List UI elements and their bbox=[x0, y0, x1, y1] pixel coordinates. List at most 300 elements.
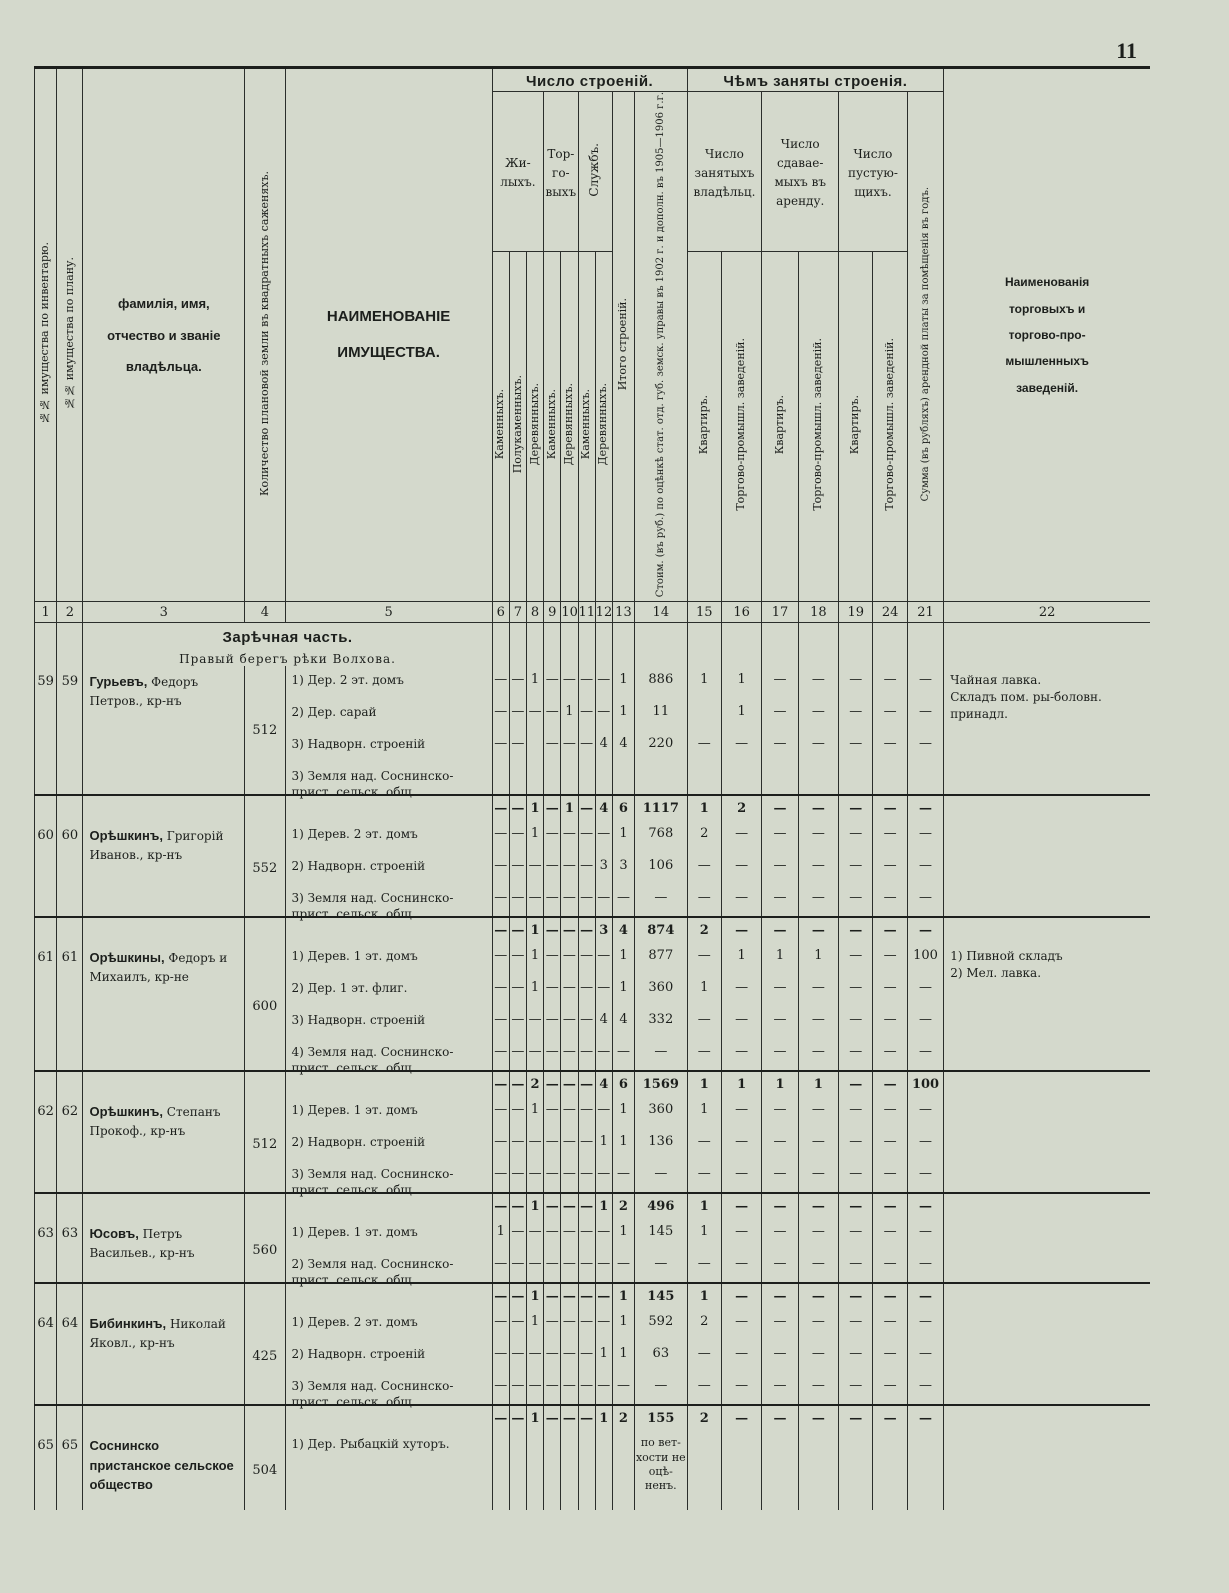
data-cell: — bbox=[562, 890, 576, 906]
column-number: 7 bbox=[509, 602, 526, 623]
column-number: 22 bbox=[944, 602, 1150, 623]
inventory-number: 59 bbox=[35, 666, 57, 795]
data-cell: — bbox=[511, 1346, 525, 1362]
total-blank bbox=[83, 1283, 245, 1308]
establishment-names bbox=[944, 1430, 1150, 1510]
data-cell: — bbox=[545, 1166, 559, 1182]
owner-surname: Гурьевъ, bbox=[89, 674, 148, 690]
part-title: Зарѣчная часть. bbox=[222, 629, 353, 647]
data-cell: — bbox=[849, 1224, 863, 1240]
data-column bbox=[578, 820, 595, 917]
data-cell: — bbox=[697, 1346, 711, 1362]
property-item: 3) Земля над. Соснинско-прист. сельск. общ. bbox=[291, 1167, 454, 1198]
data-column bbox=[492, 1218, 509, 1283]
property-items bbox=[285, 666, 492, 800]
data-cell: — bbox=[545, 890, 559, 906]
total-blank bbox=[83, 1193, 245, 1218]
establishment-names bbox=[944, 820, 1150, 917]
data-cell bbox=[596, 1430, 612, 1462]
data-cell bbox=[493, 762, 509, 794]
data-cell: — bbox=[580, 1314, 594, 1330]
total-blank bbox=[57, 917, 83, 942]
data-cell: — bbox=[511, 1012, 525, 1028]
total-blank bbox=[944, 1071, 1150, 1096]
owner-name bbox=[83, 942, 245, 1071]
data-cell: — bbox=[811, 672, 825, 688]
data-column bbox=[526, 820, 543, 917]
total-cell: — bbox=[544, 795, 561, 820]
data-cell: — bbox=[562, 1044, 576, 1060]
property-item: 1) Дер. 2 эт. домъ bbox=[291, 673, 404, 688]
header-living: Жи-лыхъ. bbox=[492, 92, 544, 252]
total-cell: — bbox=[544, 1405, 561, 1430]
total-cell: — bbox=[907, 1283, 943, 1308]
data-column bbox=[612, 1308, 634, 1405]
data-cell: — bbox=[919, 1346, 933, 1362]
data-column bbox=[595, 1308, 612, 1405]
data-cell: — bbox=[735, 1044, 749, 1060]
data-cell: — bbox=[580, 1134, 594, 1150]
total-cell: — bbox=[561, 917, 578, 942]
data-cell: — bbox=[511, 1102, 525, 1118]
data-cell: — bbox=[654, 1166, 668, 1182]
total-cell: — bbox=[578, 917, 595, 942]
data-cell: — bbox=[494, 858, 508, 874]
plan-number: 64 bbox=[57, 1308, 83, 1405]
total-cell: — bbox=[907, 917, 943, 942]
data-cell bbox=[722, 762, 761, 794]
data-cell: — bbox=[811, 704, 825, 720]
data-cell: 1 bbox=[700, 1224, 709, 1240]
data-column bbox=[492, 942, 509, 1071]
data-column bbox=[635, 942, 688, 1071]
total-cell: — bbox=[721, 917, 761, 942]
data-column bbox=[578, 666, 595, 795]
data-cell: — bbox=[528, 1012, 542, 1028]
data-column bbox=[526, 1308, 543, 1405]
data-cell: — bbox=[528, 858, 542, 874]
owner-name bbox=[83, 820, 245, 917]
total-cell: 6 bbox=[612, 795, 634, 820]
header-plan-no: №№ имущества по плану. bbox=[57, 69, 83, 602]
data-cell: — bbox=[919, 1378, 933, 1394]
total-cell: — bbox=[509, 1071, 526, 1096]
data-cell: — bbox=[811, 1166, 825, 1182]
data-cell: — bbox=[494, 1256, 508, 1272]
data-cell bbox=[510, 1430, 526, 1462]
header-property-name: НАИМЕНОВАНІЕ ИМУЩЕСТВА. bbox=[285, 69, 492, 602]
data-cell: — bbox=[562, 1256, 576, 1272]
data-cell: — bbox=[562, 672, 576, 688]
total-blank bbox=[245, 1405, 285, 1430]
plan-number: 63 bbox=[57, 1218, 83, 1283]
data-cell: — bbox=[883, 1102, 897, 1118]
data-column bbox=[798, 1308, 838, 1405]
data-column bbox=[907, 666, 943, 795]
data-cell: — bbox=[616, 1256, 630, 1272]
data-cell: — bbox=[545, 736, 559, 752]
data-cell: 1 bbox=[619, 672, 628, 688]
owner-details: Николай Яковл., кр-нъ bbox=[89, 1317, 226, 1350]
data-cell: — bbox=[883, 704, 897, 720]
data-cell bbox=[613, 762, 634, 794]
data-cell: — bbox=[919, 736, 933, 752]
data-cell: — bbox=[773, 1044, 787, 1060]
data-cell: — bbox=[494, 1102, 508, 1118]
data-column bbox=[721, 942, 761, 1071]
total-cell: 2 bbox=[526, 1071, 543, 1096]
data-cell: — bbox=[883, 1378, 897, 1394]
data-cell: — bbox=[545, 704, 559, 720]
data-cell bbox=[527, 762, 543, 794]
data-column bbox=[873, 942, 907, 1071]
data-column bbox=[839, 820, 873, 917]
data-column bbox=[544, 1218, 561, 1283]
data-cell: — bbox=[597, 704, 611, 720]
total-cell: — bbox=[721, 1283, 761, 1308]
data-cell: — bbox=[849, 672, 863, 688]
data-cell: — bbox=[849, 736, 863, 752]
total-cell: 100 bbox=[907, 1071, 943, 1096]
data-column bbox=[509, 666, 526, 795]
data-cell: — bbox=[511, 1256, 525, 1272]
data-cell: — bbox=[545, 948, 559, 964]
header-living-wood: Деревянныхъ. bbox=[526, 251, 543, 601]
data-cell bbox=[510, 762, 526, 794]
data-cell: — bbox=[545, 1224, 559, 1240]
data-cell: 1 bbox=[619, 1102, 628, 1118]
total-cell: — bbox=[492, 1405, 509, 1430]
data-cell: — bbox=[511, 826, 525, 842]
establishment-name: Складъ пом. ры-боловн. принадл. bbox=[950, 690, 1102, 721]
data-column bbox=[873, 1308, 907, 1405]
property-item: 2) Надворн. строеній bbox=[291, 1135, 426, 1150]
header-vacant: Число пустую-щихъ. bbox=[839, 92, 908, 252]
data-column bbox=[561, 1430, 578, 1510]
data-column bbox=[544, 666, 561, 795]
data-cell: — bbox=[528, 1134, 542, 1150]
data-cell: 1 bbox=[775, 948, 785, 964]
total-cell: — bbox=[578, 1405, 595, 1430]
total-cell: 496 bbox=[635, 1193, 688, 1218]
column-number: 12 bbox=[595, 602, 612, 623]
column-number: 17 bbox=[762, 602, 798, 623]
data-cell: — bbox=[735, 1314, 749, 1330]
data-cell: — bbox=[883, 1166, 897, 1182]
data-cell: — bbox=[511, 1134, 525, 1150]
data-column bbox=[907, 1218, 943, 1283]
total-cell: — bbox=[561, 1405, 578, 1430]
data-cell: — bbox=[580, 1044, 594, 1060]
data-column bbox=[721, 666, 761, 795]
total-cell: 1 bbox=[687, 795, 721, 820]
data-cell: — bbox=[616, 1166, 630, 1182]
data-cell: — bbox=[511, 1166, 525, 1182]
data-column bbox=[578, 1430, 595, 1510]
subpart-title: Правый берегъ рѣки Волхова. bbox=[179, 652, 396, 667]
total-cell: 1 bbox=[561, 795, 578, 820]
data-cell bbox=[561, 762, 577, 794]
data-cell: — bbox=[849, 826, 863, 842]
data-column bbox=[492, 820, 509, 917]
data-cell: — bbox=[562, 1378, 576, 1394]
total-cell: — bbox=[873, 1405, 907, 1430]
data-cell: — bbox=[562, 858, 576, 874]
land-area: 560 bbox=[245, 1218, 285, 1283]
data-cell: — bbox=[883, 890, 897, 906]
data-column bbox=[526, 1096, 543, 1193]
data-cell: — bbox=[883, 980, 897, 996]
column-numbers-row bbox=[35, 602, 1151, 623]
record-row bbox=[35, 1430, 1151, 1510]
data-cell: — bbox=[773, 1256, 787, 1272]
column-number: 14 bbox=[635, 602, 688, 623]
data-column bbox=[561, 820, 578, 917]
header-rented-apartments: Квартиръ. bbox=[762, 251, 798, 601]
header-trade: Тор-го-выхъ bbox=[544, 92, 578, 252]
data-cell: — bbox=[811, 1378, 825, 1394]
data-cell: 1 bbox=[737, 672, 746, 688]
total-cell: 1 bbox=[595, 1193, 612, 1218]
record-row bbox=[35, 1308, 1151, 1405]
data-column bbox=[635, 1096, 688, 1193]
data-column bbox=[526, 942, 543, 1071]
data-cell: — bbox=[773, 672, 787, 688]
data-cell bbox=[908, 762, 943, 794]
land-area: 512 bbox=[245, 1096, 285, 1193]
data-cell: — bbox=[883, 1044, 897, 1060]
data-cell: 3 bbox=[599, 858, 608, 874]
data-cell: — bbox=[773, 890, 787, 906]
data-cell bbox=[635, 762, 687, 794]
data-column bbox=[762, 666, 798, 795]
data-cell: — bbox=[562, 1012, 576, 1028]
header-owner-trade: Торгово-промышл. заведеній. bbox=[721, 251, 761, 601]
total-blank bbox=[83, 1071, 245, 1096]
data-column bbox=[798, 1430, 838, 1510]
total-cell: 2 bbox=[612, 1405, 634, 1430]
total-cell: — bbox=[873, 1071, 907, 1096]
data-cell: 4 bbox=[599, 1012, 608, 1028]
total-cell: — bbox=[492, 1193, 509, 1218]
data-cell: — bbox=[562, 1102, 576, 1118]
total-cell: 155 bbox=[635, 1405, 688, 1430]
data-cell: — bbox=[811, 1224, 825, 1240]
data-cell: 768 bbox=[648, 826, 674, 842]
plan-number: 61 bbox=[57, 942, 83, 1071]
data-cell: — bbox=[494, 948, 508, 964]
data-cell: — bbox=[654, 1044, 668, 1060]
data-cell bbox=[688, 1430, 721, 1462]
owner-surname: Соснинско пристанское сельское общество bbox=[89, 1438, 234, 1493]
total-blank bbox=[35, 917, 57, 942]
data-cell bbox=[799, 1430, 838, 1462]
header-inventory-no: №№ имущества по инвентарю. bbox=[35, 69, 57, 602]
total-blank bbox=[83, 1405, 245, 1430]
total-cell: — bbox=[839, 1283, 873, 1308]
column-number: 18 bbox=[798, 602, 838, 623]
data-cell: 1 bbox=[530, 672, 540, 688]
land-area: 504 bbox=[245, 1430, 285, 1510]
total-cell: — bbox=[873, 917, 907, 942]
data-cell: — bbox=[811, 1012, 825, 1028]
data-cell: 332 bbox=[648, 1012, 674, 1028]
data-column bbox=[873, 1218, 907, 1283]
data-cell: — bbox=[811, 890, 825, 906]
inventory-number: 64 bbox=[35, 1308, 57, 1405]
record-total-row bbox=[35, 1193, 1151, 1218]
data-cell: — bbox=[849, 704, 863, 720]
data-cell: — bbox=[580, 704, 594, 720]
total-blank bbox=[35, 1071, 57, 1096]
data-column bbox=[687, 1308, 721, 1405]
data-column bbox=[526, 1430, 543, 1510]
data-cell: 1 bbox=[814, 948, 823, 964]
data-column bbox=[762, 1096, 798, 1193]
total-cell: 1 bbox=[526, 1193, 543, 1218]
total-cell: — bbox=[839, 795, 873, 820]
total-blank bbox=[944, 1283, 1150, 1308]
total-cell: — bbox=[721, 1405, 761, 1430]
header-rented-trade: Торгово-промышл. заведеній. bbox=[798, 251, 838, 601]
data-cell: 11 bbox=[652, 704, 670, 720]
total-blank bbox=[57, 1071, 83, 1096]
data-cell: 220 bbox=[648, 736, 674, 752]
data-cell: — bbox=[580, 890, 594, 906]
total-cell: — bbox=[907, 1405, 943, 1430]
data-cell: — bbox=[494, 980, 508, 996]
data-cell: — bbox=[597, 1102, 611, 1118]
data-cell: — bbox=[919, 980, 933, 996]
data-cell: — bbox=[919, 1256, 933, 1272]
record-total-row bbox=[35, 1283, 1151, 1308]
data-cell: — bbox=[811, 736, 825, 752]
data-cell bbox=[839, 762, 872, 794]
plan-number: 59 bbox=[57, 666, 83, 795]
header-buildings-group: Число строеній. bbox=[492, 69, 687, 92]
data-cell: — bbox=[773, 1314, 787, 1330]
data-cell: 145 bbox=[648, 1224, 674, 1240]
data-cell: — bbox=[580, 672, 594, 688]
data-cell: — bbox=[773, 1166, 787, 1182]
data-cell: — bbox=[735, 1378, 749, 1394]
data-cell bbox=[688, 762, 721, 794]
data-cell: — bbox=[735, 980, 749, 996]
data-column bbox=[635, 1308, 688, 1405]
data-column bbox=[561, 1096, 578, 1193]
data-column bbox=[721, 1096, 761, 1193]
total-cell: — bbox=[798, 1283, 838, 1308]
header-trade-wood: Деревянныхъ. bbox=[561, 251, 578, 601]
data-cell: — bbox=[580, 948, 594, 964]
data-cell: 1 bbox=[530, 980, 540, 996]
total-cell: — bbox=[578, 1283, 595, 1308]
total-blank bbox=[57, 1283, 83, 1308]
land-area: 512 bbox=[245, 666, 285, 795]
column-number: 6 bbox=[492, 602, 509, 623]
data-cell bbox=[527, 730, 543, 762]
owner-name bbox=[83, 1096, 245, 1193]
data-cell: — bbox=[494, 1044, 508, 1060]
property-item: 1) Дерев. 1 эт. домъ bbox=[291, 1225, 418, 1240]
establishment-names bbox=[944, 1308, 1150, 1405]
total-cell: — bbox=[839, 1405, 873, 1430]
column-number: 21 bbox=[907, 602, 943, 623]
data-cell: — bbox=[494, 1378, 508, 1394]
total-cell: — bbox=[873, 795, 907, 820]
data-column bbox=[492, 1308, 509, 1405]
data-cell: 4 bbox=[619, 736, 628, 752]
data-column bbox=[635, 820, 688, 917]
data-column bbox=[907, 820, 943, 917]
land-area: 425 bbox=[245, 1308, 285, 1405]
establishment-names bbox=[944, 1218, 1150, 1283]
data-cell: — bbox=[597, 1256, 611, 1272]
data-column bbox=[561, 1218, 578, 1283]
data-cell: — bbox=[545, 1134, 559, 1150]
data-cell: — bbox=[511, 1378, 525, 1394]
record-row bbox=[35, 820, 1151, 917]
data-cell: — bbox=[735, 1346, 749, 1362]
total-cell: 1 bbox=[526, 1283, 543, 1308]
data-column bbox=[578, 1308, 595, 1405]
data-column bbox=[561, 666, 578, 795]
column-number: 2 bbox=[57, 602, 83, 623]
total-blank bbox=[245, 917, 285, 942]
data-cell bbox=[839, 1430, 872, 1462]
property-items bbox=[285, 1430, 492, 1510]
record-total-row bbox=[35, 1405, 1151, 1430]
total-cell: 1 bbox=[762, 1071, 798, 1096]
column-number: 13 bbox=[612, 602, 634, 623]
total-cell: — bbox=[839, 1193, 873, 1218]
data-cell: 1 bbox=[530, 1102, 540, 1118]
data-cell: — bbox=[494, 1012, 508, 1028]
total-cell: — bbox=[907, 1193, 943, 1218]
total-cell: 1 bbox=[595, 1405, 612, 1430]
data-cell: — bbox=[773, 1134, 787, 1150]
data-cell: — bbox=[919, 858, 933, 874]
total-cell: — bbox=[544, 1283, 561, 1308]
data-column bbox=[873, 1096, 907, 1193]
data-cell: — bbox=[735, 1102, 749, 1118]
data-cell: 1 bbox=[619, 980, 628, 996]
data-cell: — bbox=[562, 980, 576, 996]
property-item: 2) Земля над. Соснинско-прист. сельск. общ. bbox=[291, 1257, 454, 1288]
total-cell: — bbox=[762, 1405, 798, 1430]
data-cell: — bbox=[528, 1166, 542, 1182]
inventory-number: 61 bbox=[35, 942, 57, 1071]
data-cell: — bbox=[811, 980, 825, 996]
data-cell: — bbox=[811, 1134, 825, 1150]
data-cell: — bbox=[773, 1102, 787, 1118]
header-rent-sum: Сумма (въ рубляхъ) арендной платы за помѣщенія въ годъ. bbox=[907, 92, 943, 602]
data-cell: — bbox=[919, 1102, 933, 1118]
data-cell: — bbox=[883, 736, 897, 752]
data-cell: 1 bbox=[700, 980, 709, 996]
data-cell: — bbox=[697, 858, 711, 874]
data-cell: — bbox=[883, 1224, 897, 1240]
data-column bbox=[595, 942, 612, 1071]
data-column bbox=[578, 1096, 595, 1193]
data-column bbox=[687, 1218, 721, 1283]
data-cell: — bbox=[773, 858, 787, 874]
header-cost: Стоим. (въ руб.) по оцѣнкѣ стат. отд. губ. земск. управы въ 1902 г. и дополн. въ 1905—1906 г.г. bbox=[635, 92, 688, 602]
data-column bbox=[907, 1430, 943, 1510]
data-cell: — bbox=[580, 1378, 594, 1394]
owner-surname: Орѣшкины, bbox=[89, 950, 165, 966]
data-cell: 1 bbox=[530, 1314, 540, 1330]
